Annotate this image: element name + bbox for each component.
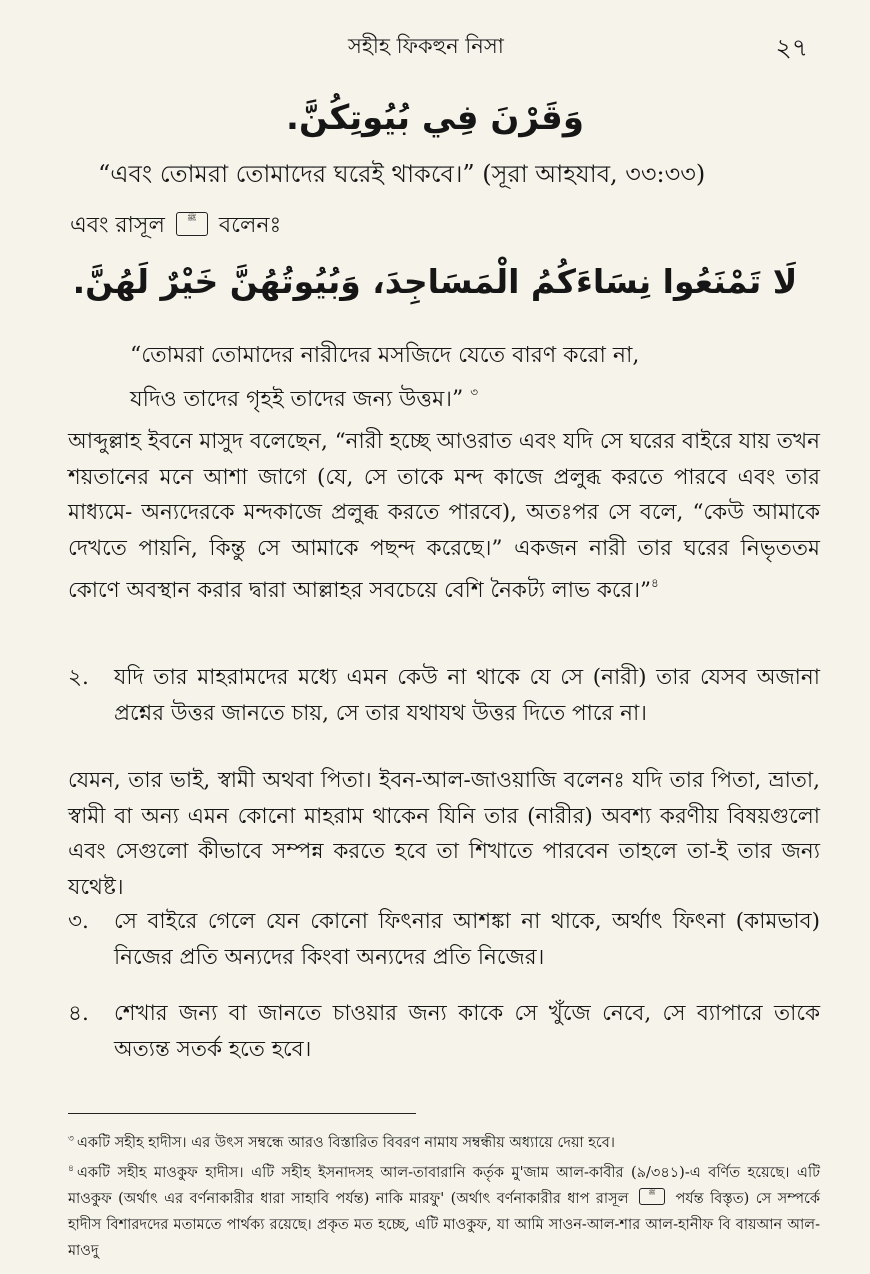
paragraph-ibn-masud: আব্দুল্লাহ ইবনে মাসুদ বলেছেন, “নারী হচ্ছে আওরাত এবং যদি সে ঘরের বাইরে যায় তখন শয়তানের মনে আশা জাগে (যে, সে তাকে মন্দ কাজে প্রলুব্ধ করতে পারবে এবং তার মাধ্যমে- অন্যদেরকে মন্দকাজে প্রলুব্ধ করতে পারবে), অতঃপর সে বলে, “কেউ আমাকে দেখতে পায়নি, কিন্তু সে আমাকে পছন্দ করেছে।” একজন নারী তার ঘরের নিভৃততম কোণে অবস্থান করার দ্বারা আল্লাহর সবচেয়ে বেশি নৈকট্য লাভ করে।”$^৪$ xyxy=(68,429,820,603)
list-item-text: যদি তার মাহরামদের মধ্যে এমন কেউ না থাকে যে সে (নারী) তার যেসব অজানা প্রশ্নের উত্তর জানতে চায়, সে তার যথাযথ উত্তর দিতে পারে না। xyxy=(114,665,820,726)
arabic-hadith: لَا تَمْنَعُوا نِسَاءَكُمُ الْمَسَاجِدَ، وَبُيُوتُهُنَّ خَيْرٌ لَهُنَّ. xyxy=(72,262,798,301)
hadith-intro xyxy=(70,208,281,245)
footnote-divider xyxy=(68,1113,416,1114)
sallallahu-alaihi-wasallam-icon: ﷺ xyxy=(176,212,208,236)
list-item-text: শেখার জন্য বা জানতে চাওয়ার জন্য কাকে সে খুঁজে নেবে, সে ব্যাপারে তাকে অত্যন্ত সতর্ক হতে হবে। xyxy=(114,1001,820,1062)
footnote-ref-4: ৪ xyxy=(651,576,659,590)
intro-text-before: এবং রাসূল xyxy=(70,213,165,238)
hadith-translation xyxy=(130,338,820,418)
paragraph-ibn-al-jawzi: যেমন, তার ভাই, স্বামী অথবা পিতা। ইবন-আল-জাওয়াজি বলেনঃ যদি তার পিতা, ভ্রাতা, স্বামী বা অন্য এমন কোনো মাহরাম থাকেন যিনি তার (নারীর) অবশ্য করণীয় বিষয়গুলো এবং সেগুলো কীভাবে সম্পন্ন করতে হবে তা শিখাতে পারবেন তাহলে তা-ই তার জন্য যথেষ্ট। xyxy=(68,768,820,900)
footnote-3: $^৩$ একটি সহীহ হাদীস। এর উৎস সম্বন্ধে আরও বিস্তারিত বিবরণ নামায সম্বন্ধীয় অধ্যায়ে দেয়া হবে। xyxy=(68,1134,615,1151)
hadith-translation-line-1: “তোমরা তোমাদের নারীদের মসজিদে যেতে বারণ করো না, xyxy=(130,343,640,368)
list-item xyxy=(68,904,820,976)
list-item xyxy=(68,660,820,732)
page-number: ২৭ xyxy=(775,33,808,62)
page-header xyxy=(0,26,870,66)
footnote-4: $^৪$ একটি সহীহ মাওকুফ হাদীস। এটি সহীহ ইসনাদসহ আল-তাবারানি কর্তৃক মু'জাম আল-কাবীর (৯/৩৪১)-এ বর্ণিত হয়েছে। এটি মাওকুফ (অর্থাৎ এর বর্ণনাকারীর ধারা সাহাবি পর্যন্ত) নাকি মারফু' (অর্থাৎ বর্ণনাকারীর ধাপ রাসূল ﷺ পর্যন্ত বিস্তৃত) সে সম্পর্কে হাদীস বিশারদদের মতামতে পার্থক্য রয়েছে। প্রকৃত মত হচ্ছে, এটি মাওকুফ, যা আমি সাওন-আল-শার আল-হানীফ বি বায়আন আল-মাওদু xyxy=(68,1164,821,1259)
list-item-number: ৩. xyxy=(68,909,89,934)
list-item xyxy=(68,996,820,1068)
footnote-mark: ৪ xyxy=(68,1164,74,1174)
hadith-translation-line-2: যদিও তাদের গৃহই তাদের জন্য উত্তম।” $^৩$ xyxy=(130,385,479,412)
footnotes xyxy=(68,1126,820,1264)
intro-text-after: বলেনঃ xyxy=(218,213,282,238)
footnote-mark: ৩ xyxy=(68,1134,74,1144)
arabic-verse: وَقَرْنَ فِي بُيُوتِكُنَّ. xyxy=(286,98,584,138)
running-title: সহীহ ফিকহুন নিসা xyxy=(348,34,504,58)
sallallahu-alaihi-wasallam-icon: ﷺ xyxy=(639,1188,665,1205)
list-item-number: ৪. xyxy=(68,1001,89,1026)
verse-translation: “এবং তোমরা তোমাদের ঘরেই থাকবে।” (সূরা আহযাব, ৩৩:৩৩) xyxy=(98,160,706,188)
footnote-ref-3: ৩ xyxy=(470,385,479,399)
list-item-text: সে বাইরে গেলে যেন কোনো ফিৎনার আশঙ্কা না থাকে, অর্থাৎ ফিৎনা (কামভাব) নিজের প্রতি অন্যদের কিংবা অন্যদের প্রতি নিজের। xyxy=(114,909,820,970)
list-item-number: ২. xyxy=(68,665,89,690)
